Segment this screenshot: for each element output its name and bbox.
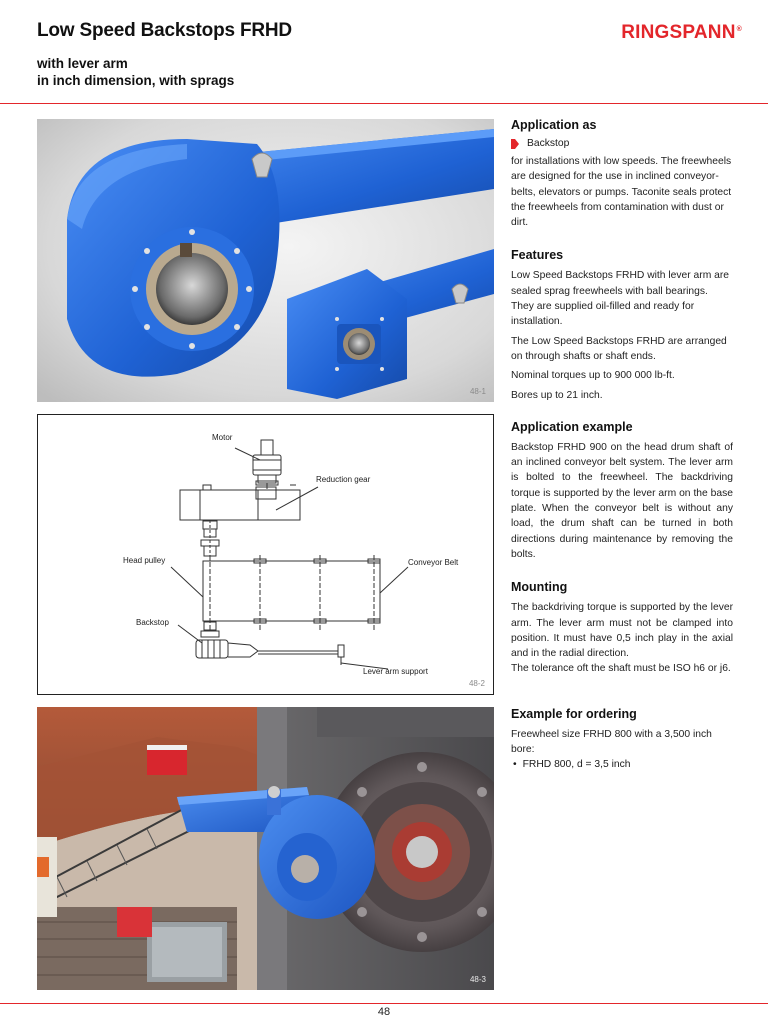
brand-registered-mark: ® <box>736 25 742 33</box>
section-mounting <box>511 580 733 676</box>
section-application-as <box>511 118 733 230</box>
text-column <box>511 118 733 772</box>
section-features <box>511 248 733 402</box>
page-number: 48 <box>377 1006 391 1018</box>
conveyor-schematic <box>38 415 495 696</box>
product-photo <box>37 119 494 402</box>
section-title: Application example <box>511 419 633 434</box>
features-paragraph-2: The Low Speed Backstops FRHD are arranged on through shafts or shaft ends. <box>511 335 727 362</box>
label-backstop: Backstop <box>136 618 169 627</box>
mounting-paragraph-2: The tolerance oft the shaft must be ISO h6 or j6. <box>511 663 731 675</box>
label-reduction-gear: Reduction gear <box>316 475 371 484</box>
brand-name: RINGSPANN <box>621 22 736 43</box>
arrow-bullet-item <box>511 138 733 149</box>
label-conveyor-belt: Conveyor Belt <box>408 558 459 567</box>
bullet-dot-icon: • <box>513 759 517 771</box>
page-subtitle <box>37 55 234 89</box>
installation-photo <box>37 707 494 990</box>
section-title: Application as <box>511 118 597 132</box>
features-paragraph-3: Nominal torques up to 900 000 lb-ft. <box>511 370 675 382</box>
arrow-bullet-icon <box>511 139 519 149</box>
section-ordering <box>511 707 733 773</box>
figure-number: 48-3 <box>469 975 486 984</box>
figure-number: 48-1 <box>469 387 486 396</box>
subtitle-line-2: in inch dimension, with sprags <box>37 73 235 88</box>
footer-divider <box>0 1003 768 1004</box>
figure-number: 48-2 <box>468 679 485 688</box>
section-title: Mounting <box>511 580 568 595</box>
subtitle-line-1: with lever arm <box>37 56 128 71</box>
features-paragraph-1: Low Speed Backstops FRHD with lever arm are sealed sprag freewheels with ball bearings. They are supplied oil-filled and ready for installation. <box>511 270 730 328</box>
label-lever-arm-support: Lever arm support <box>363 667 428 676</box>
label-motor: Motor <box>212 433 233 442</box>
page-header <box>0 0 768 104</box>
application-diagram <box>37 414 494 695</box>
label-head-pulley: Head pulley <box>123 556 166 565</box>
features-paragraph-4: Bores up to 21 inch. <box>511 389 603 401</box>
header-divider <box>0 103 768 104</box>
bullet-text: Backstop <box>527 138 570 149</box>
page-title: Low Speed Backstops FRHD <box>37 20 292 41</box>
brand-logo <box>621 22 742 44</box>
section-text: Freewheel size FRHD 800 with a 3,500 inch bore: <box>511 728 712 756</box>
section-title: Example for ordering <box>511 706 637 721</box>
mounting-paragraph-1: The backdriving torque is supported by the lever arm. The lever arm must not be clamped into position. It must have 0,5 inch play in the axial and in the radial direction. <box>511 602 733 660</box>
section-application-example <box>511 420 733 562</box>
ordering-bullet-item <box>511 757 733 772</box>
section-text: Backstop FRHD 900 on the head drum shaft of an inclined conveyor belt system. The lever arm is bolted to the freewheel. The backdriving torque is supported by the lever arm on the base plate. When the conveyor belt is without any load, the drum shaft can be turned in both directions during maintenance by removing the bolts. <box>511 441 733 560</box>
section-title: Features <box>511 248 564 263</box>
bullet-text: FRHD 800, d = 3,5 inch <box>522 759 631 771</box>
section-text: for installations with low speeds. The freewheels are designed for the use in inclined conveyor-belts, elevators or pumps. Taconite seals protect the freewheels from contamination with dust or dirt. <box>511 156 732 229</box>
